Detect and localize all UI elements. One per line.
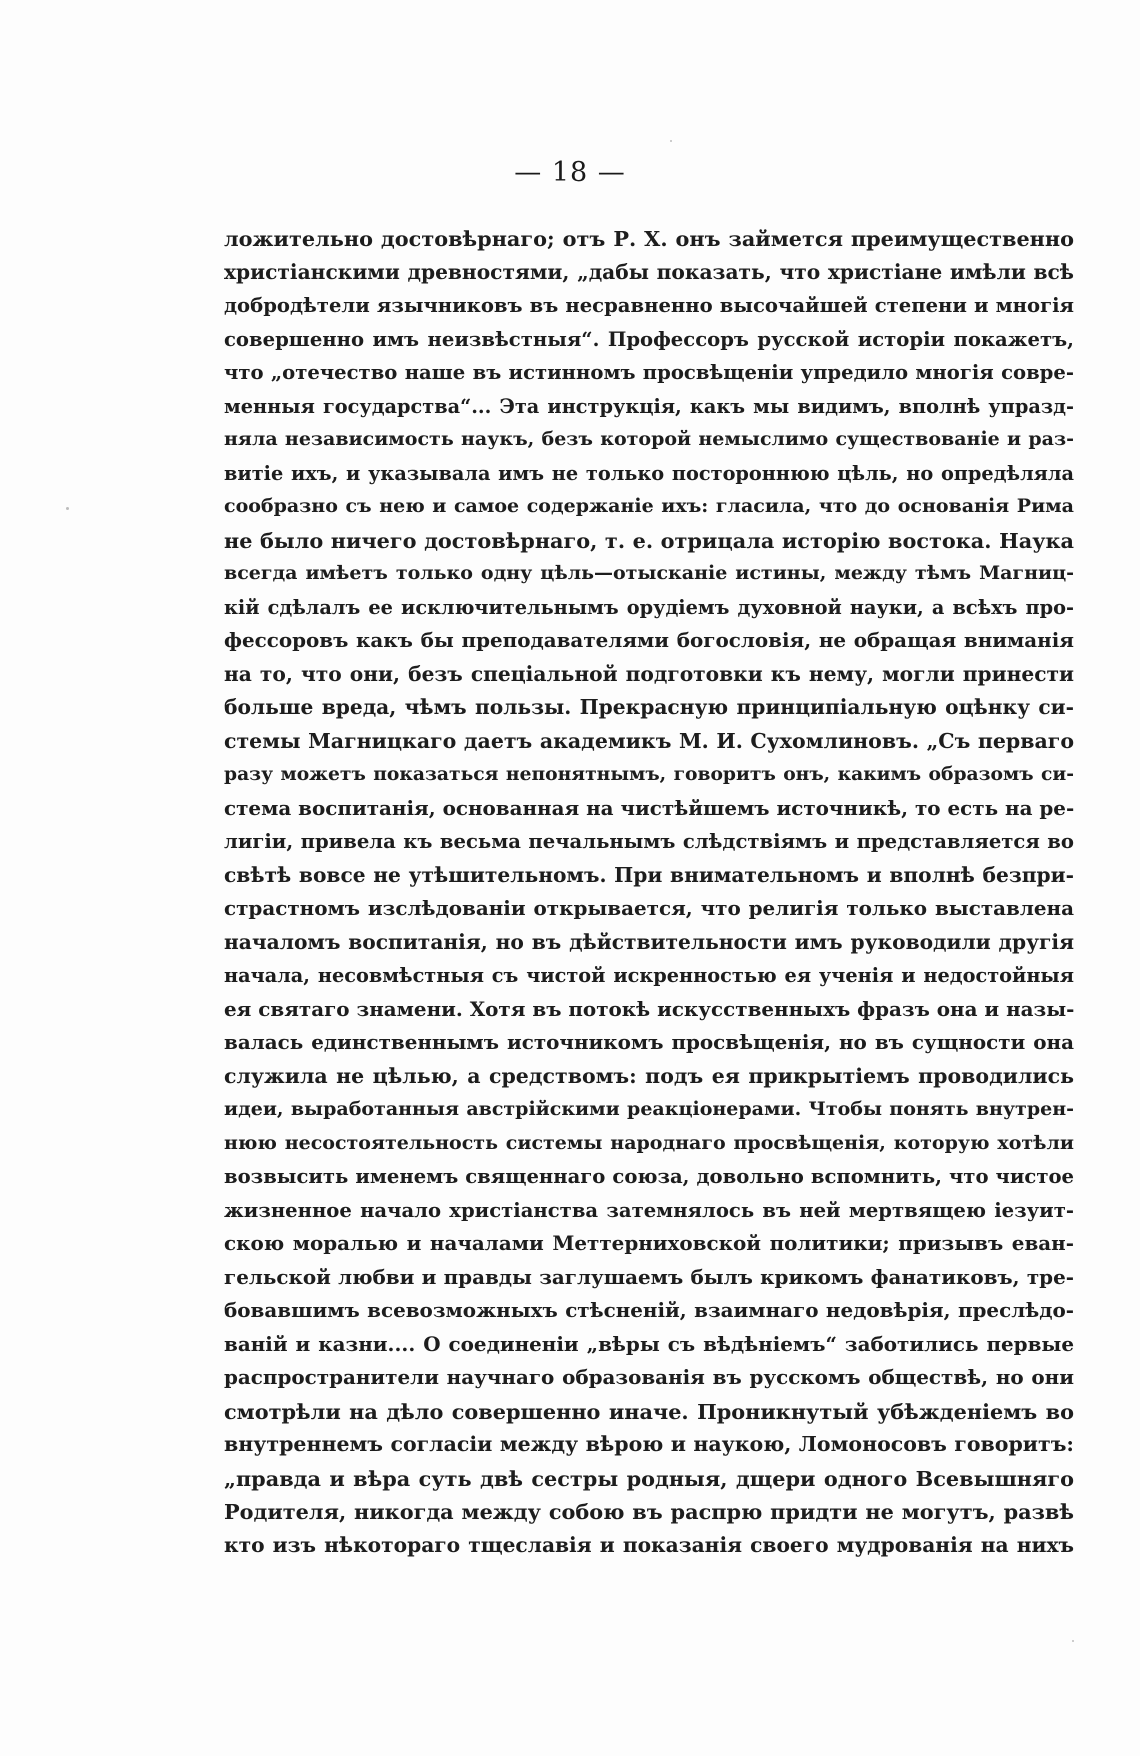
text-line: ваній и казни.... О соединеніи „вѣры съ вѣдѣніемъ“ заботились первые [224,1331,1074,1356]
text-line: добродѣтели язычниковъ въ несравненно высочайшей степени и многія [224,294,1074,317]
text-line: скою моралью и началами Меттерниховской политики; призывъ еван- [224,1231,1074,1255]
text-line: началомъ воспитанія, но въ дѣйствительности имъ руководили другія [224,929,1074,954]
text-line: ея святаго знамени. Хотя въ потокѣ искусственныхъ фразъ она и назы- [224,996,1074,1021]
text-line: менныя государства“... Эта инструкція, какъ мы видимъ, вполнѣ упразд- [224,394,1074,418]
text-line: бовавшимъ всевозможныхъ стѣсненій, взаимнаго недовѣрія, преслѣдо- [224,1298,1074,1322]
text-line: Родителя, никогда между собою въ распрю придти не могутъ, развѣ [224,1499,1074,1524]
text-line: служила не цѣлью, а средствомъ: подъ ея прикрытіемъ проводились [224,1063,1074,1088]
text-line: совершенно имъ неизвѣстныя“. Профессоръ русской исторіи покажетъ, [224,327,1074,351]
text-line: няла независимость наукъ, безъ которой немыслимо существованіе и раз- [224,428,1074,450]
text-line: что „отечество наше въ истинномъ просвѣщеніи упредило многія совре- [224,361,1074,384]
text-line: больше вреда, чѣмъ пользы. Прекрасную принципіальную оцѣнку си- [224,695,1074,719]
text-line: христіанскими древностями, „дабы показать, что христіане имѣли всѣ [224,259,1074,284]
scan-speck [670,140,672,142]
text-line: всегда имѣетъ только одну цѣль—отысканіе истины, между тѣмъ Магниц- [224,562,1074,584]
text-line: возвысить именемъ священнаго союза, довольно вспомнить, что чистое [224,1165,1074,1188]
text-line: лигіи, привела къ весьма печальнымъ слѣдствіямъ и представляется во [224,830,1074,853]
text-line: не было ничего достовѣрнаго, т. е. отрицала исторію востока. Наука [224,527,1074,553]
text-line: жизненное начало христіанства затемнялось въ ней мертвящею іезуит- [224,1198,1074,1222]
text-line: валась единственнымъ источникомъ просвѣщенія, но въ сущности она [224,1030,1074,1054]
text-line: на то, что они, безъ спеціальной подготовки къ нему, могли принести [224,661,1074,686]
text-line: свѣтѣ вовсе не утѣшительномъ. При внимательномъ и вполнѣ безпри- [224,862,1074,887]
text-line: распространители научнаго образованія въ русскомъ обществѣ, но они [224,1365,1074,1389]
text-line: ложительно достовѣрнаго; отъ Р. X. онъ займется преимущественно [224,226,1074,251]
scan-speck [1072,1640,1074,1642]
text-line: фессоровъ какъ бы преподавателями богословія, не обращая вниманія [224,628,1074,652]
body-text [224,222,1074,1562]
scan-speck [66,507,69,510]
text-line: стемы Магницкаго даетъ академикъ М. И. Сухомлиновъ. „Съ перваго [224,728,1074,753]
text-line: нюю несостоятельность системы народнаго просвѣщенія, которую хотѣли [224,1131,1074,1154]
text-line: внутреннемъ согласіи между вѣрою и наукою, Ломоносовъ говоритъ: [224,1432,1074,1456]
text-line: „правда и вѣра суть двѣ сестры родныя, дщери одного Всевышняго [224,1465,1074,1491]
text-line: сообразно съ нею и самое содержаніе ихъ: гласила, что до основанія Рима [224,495,1074,517]
text-line: гельской любви и правды заглушаемъ былъ крикомъ фанатиковъ, тре- [224,1264,1074,1289]
text-line: витіе ихъ, и указывала имъ не только постороннюю цѣль, но опредѣляла [224,461,1074,485]
text-line: разу можетъ показаться непонятнымъ, говоритъ онъ, какимъ образомъ си- [224,763,1074,785]
text-line: стема воспитанія, основанная на чистѣйшемъ источникѣ, то есть на ре- [224,795,1074,820]
text-line: кто изъ нѣкотораго тщеславія и показанія своего мудрованія на нихъ [224,1532,1074,1557]
text-line: смотрѣли на дѣло совершенно иначе. Проникнутый убѣжденіемъ во [224,1398,1074,1424]
text-line: начала, несовмѣстныя съ чистой искренностью ея ученія и недостойныя [224,964,1074,987]
text-line: страстномъ изслѣдованіи открывается, что религія только выставлена [224,896,1074,920]
text-line: кій сдѣлалъ ее исключительнымъ орудіемъ духовной науки, а всѣхъ про- [224,595,1074,619]
text-line: идеи, выработанныя австрійскими реакціонерами. Чтобы понять внутрен- [224,1098,1074,1120]
page-number: — 18 — [514,157,626,188]
